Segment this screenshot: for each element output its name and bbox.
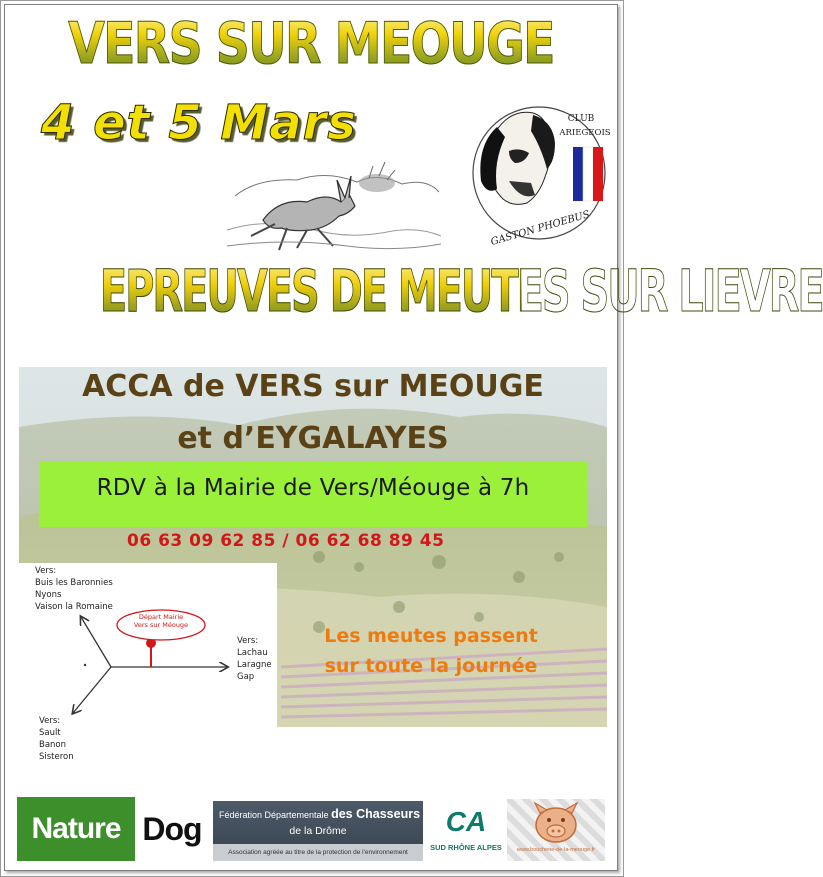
schedule-note xyxy=(281,621,581,681)
direction-map xyxy=(19,563,277,763)
organizer-line-1: ACCA de VERS sur MEOUGE xyxy=(82,369,544,404)
sponsor-nature-dog xyxy=(17,797,207,861)
organizer-line-2: et d’EYGALAYES xyxy=(177,421,449,456)
map-east-destinations: Vers: Lachau Laragne Gap xyxy=(237,636,272,682)
map-northwest-destinations: Vers: Buis les Baronnies Nyons Vaison la Romaine xyxy=(35,566,113,612)
event-title: EPREUVES DE MEUTES SUR LIEVRE xyxy=(99,257,823,325)
sponsor-nature-dog-green: Nature xyxy=(17,797,135,861)
federation-line-3: Association agréée au titre de la protection de l'environnement xyxy=(213,844,423,861)
sponsor-nature-dog-black: Dog xyxy=(137,797,207,861)
schedule-note-line-2: sur toute la journée xyxy=(324,655,538,677)
credit-agricole-icon: CA xyxy=(445,806,487,837)
federation-line-1b: des Chasseurs xyxy=(331,807,421,821)
club-ariegeois-logo xyxy=(469,103,611,249)
federation-line-2: de la Drôme xyxy=(289,825,347,837)
sponsor-boucherie xyxy=(507,799,605,861)
hare-illustration xyxy=(227,158,441,258)
map-departure-label: Départ Mairie Vers sur Méouge xyxy=(133,613,189,629)
club-logo-top-1: CLUB xyxy=(567,114,595,124)
sponsor-federation-chasseurs xyxy=(213,801,423,861)
phone-numbers: 06 63 09 62 85 / 06 62 68 89 45 xyxy=(127,531,445,551)
boucherie-url: www.boucherie-de-la-meouge.fr xyxy=(517,847,595,853)
credit-agricole-region: SUD RHÔNE ALPES xyxy=(430,843,502,852)
sponsor-credit-agricole xyxy=(429,803,503,863)
poster-title: VERS SUR MEOUGE xyxy=(57,11,565,77)
pig-icon xyxy=(507,799,605,847)
club-logo-bottom: GASTON PHOEBUS xyxy=(489,209,592,249)
federation-line-1: Fédération Départementale xyxy=(219,810,329,820)
map-southwest-destinations: Vers: Sault Banon Sisteron xyxy=(39,716,74,762)
event-date: 4 et 5 Mars xyxy=(41,95,357,151)
club-logo-top-2: ARIEGEOIS xyxy=(559,128,611,138)
poster-inner xyxy=(4,4,823,871)
rendezvous-box xyxy=(39,461,587,527)
schedule-note-line-1: Les meutes passent xyxy=(324,625,538,647)
rendezvous-text: RDV à la Mairie de Vers/Méouge à 7h xyxy=(96,475,530,501)
